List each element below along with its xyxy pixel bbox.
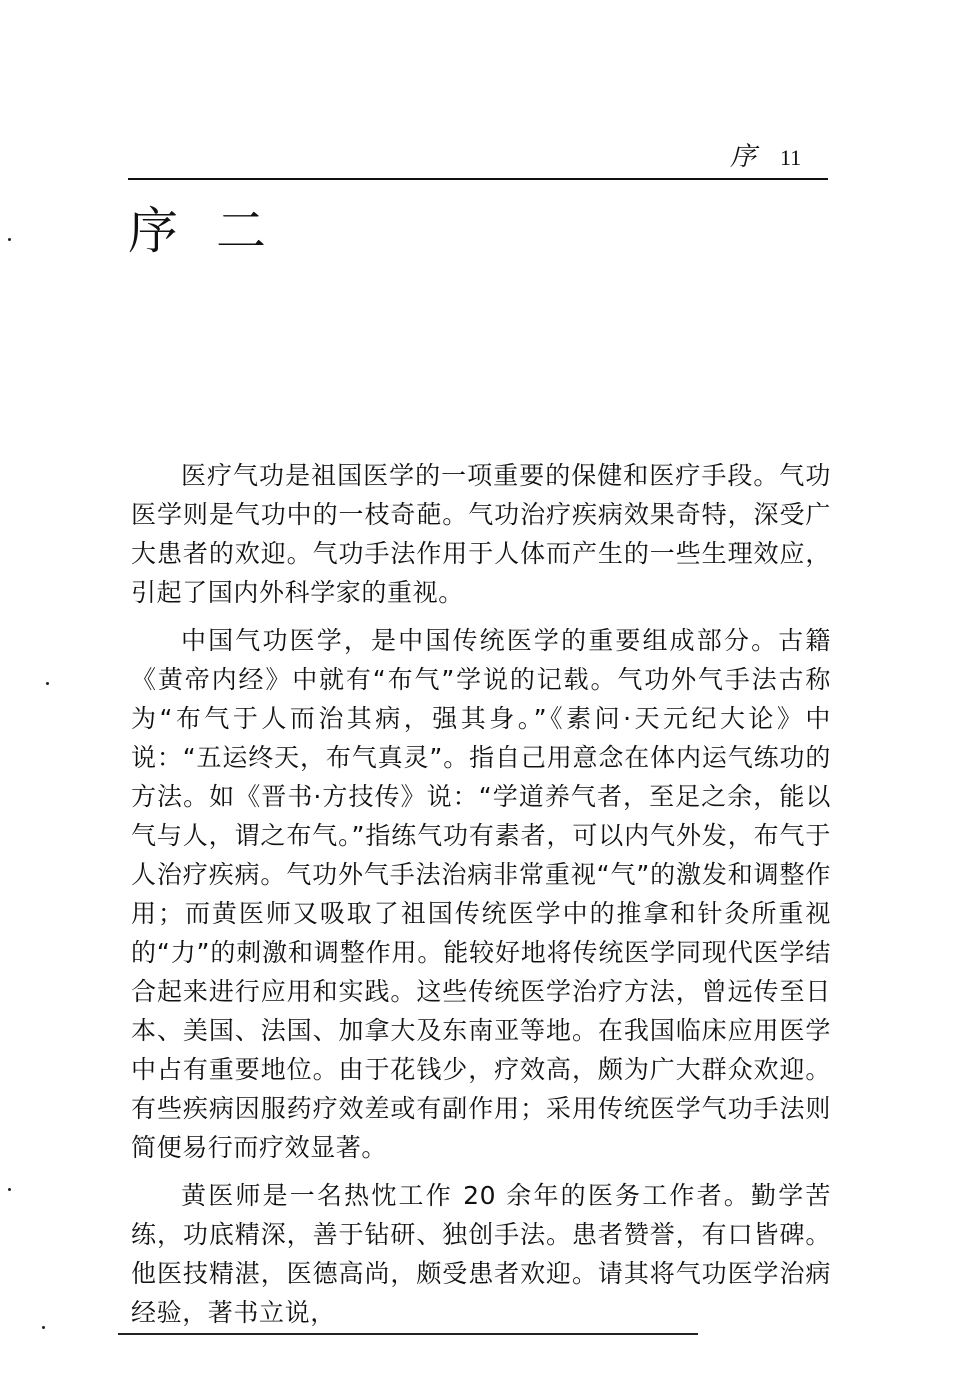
header-rule xyxy=(128,178,828,180)
scan-speck xyxy=(46,682,49,685)
scan-speck xyxy=(8,238,11,241)
body-text xyxy=(131,456,831,1341)
scan-speck xyxy=(42,1326,45,1329)
chapter-title: 序二 xyxy=(128,202,304,260)
running-head-section: 序 xyxy=(730,142,757,172)
paragraph-3: 黄医师是一名热忱工作 20 余年的医务工作者。勤学苦练，功底精深，善于钻研、独创手法。患者赞誉，有口皆碑。他医技精湛，医德高尚，颇受患者欢迎。请其将气功医学治病经验，著书立说， xyxy=(131,1181,831,1327)
paragraph-2: 中国气功医学，是中国传统医学的重要组成部分。古籍《黄帝内经》中就有“布气”学说的记载。气功外气手法古称为“布气于人而治其病，强其身。”《素问·天元纪大论》中说：“五运终天，布气真灵”。指自己用意念在体内运气练功的方法。如《晋书·方技传》说：“学道养气者，至足之余，能以气与人，谓之布气。”指练气功有素者，可以内气外发，布气于人治疗疾病。气功外气手法治病非常重视“气”的激发和调整作用；而黄医师又吸取了祖国传统医学中的推拿和针灸所重视的“力”的刺激和调整作用。能较好地将传统医学同现代医学结合起来进行应用和实践。这些传统医学治疗方法，曾远传至日本、美国、法国、加拿大及东南亚等地。在我国临床应用医学中占有重要地位。由于花钱少，疗效高，颇为广大群众欢迎。有些疾病因服药疗效差或有副作用；采用传统医学气功手法则简便易行而疗效显著。 xyxy=(131,626,831,1162)
footer-rule xyxy=(118,1333,698,1335)
running-head xyxy=(730,140,830,174)
scan-speck xyxy=(8,1188,11,1191)
page-number: 11 xyxy=(780,145,802,170)
paragraph-1: 医疗气功是祖国医学的一项重要的保健和医疗手段。气功医学则是气功中的一枝奇葩。气功治疗疾病效果奇特，深受广大患者的欢迎。气功手法作用于人体而产生的一些生理效应，引起了国内外科学家的重视。 xyxy=(131,461,831,607)
